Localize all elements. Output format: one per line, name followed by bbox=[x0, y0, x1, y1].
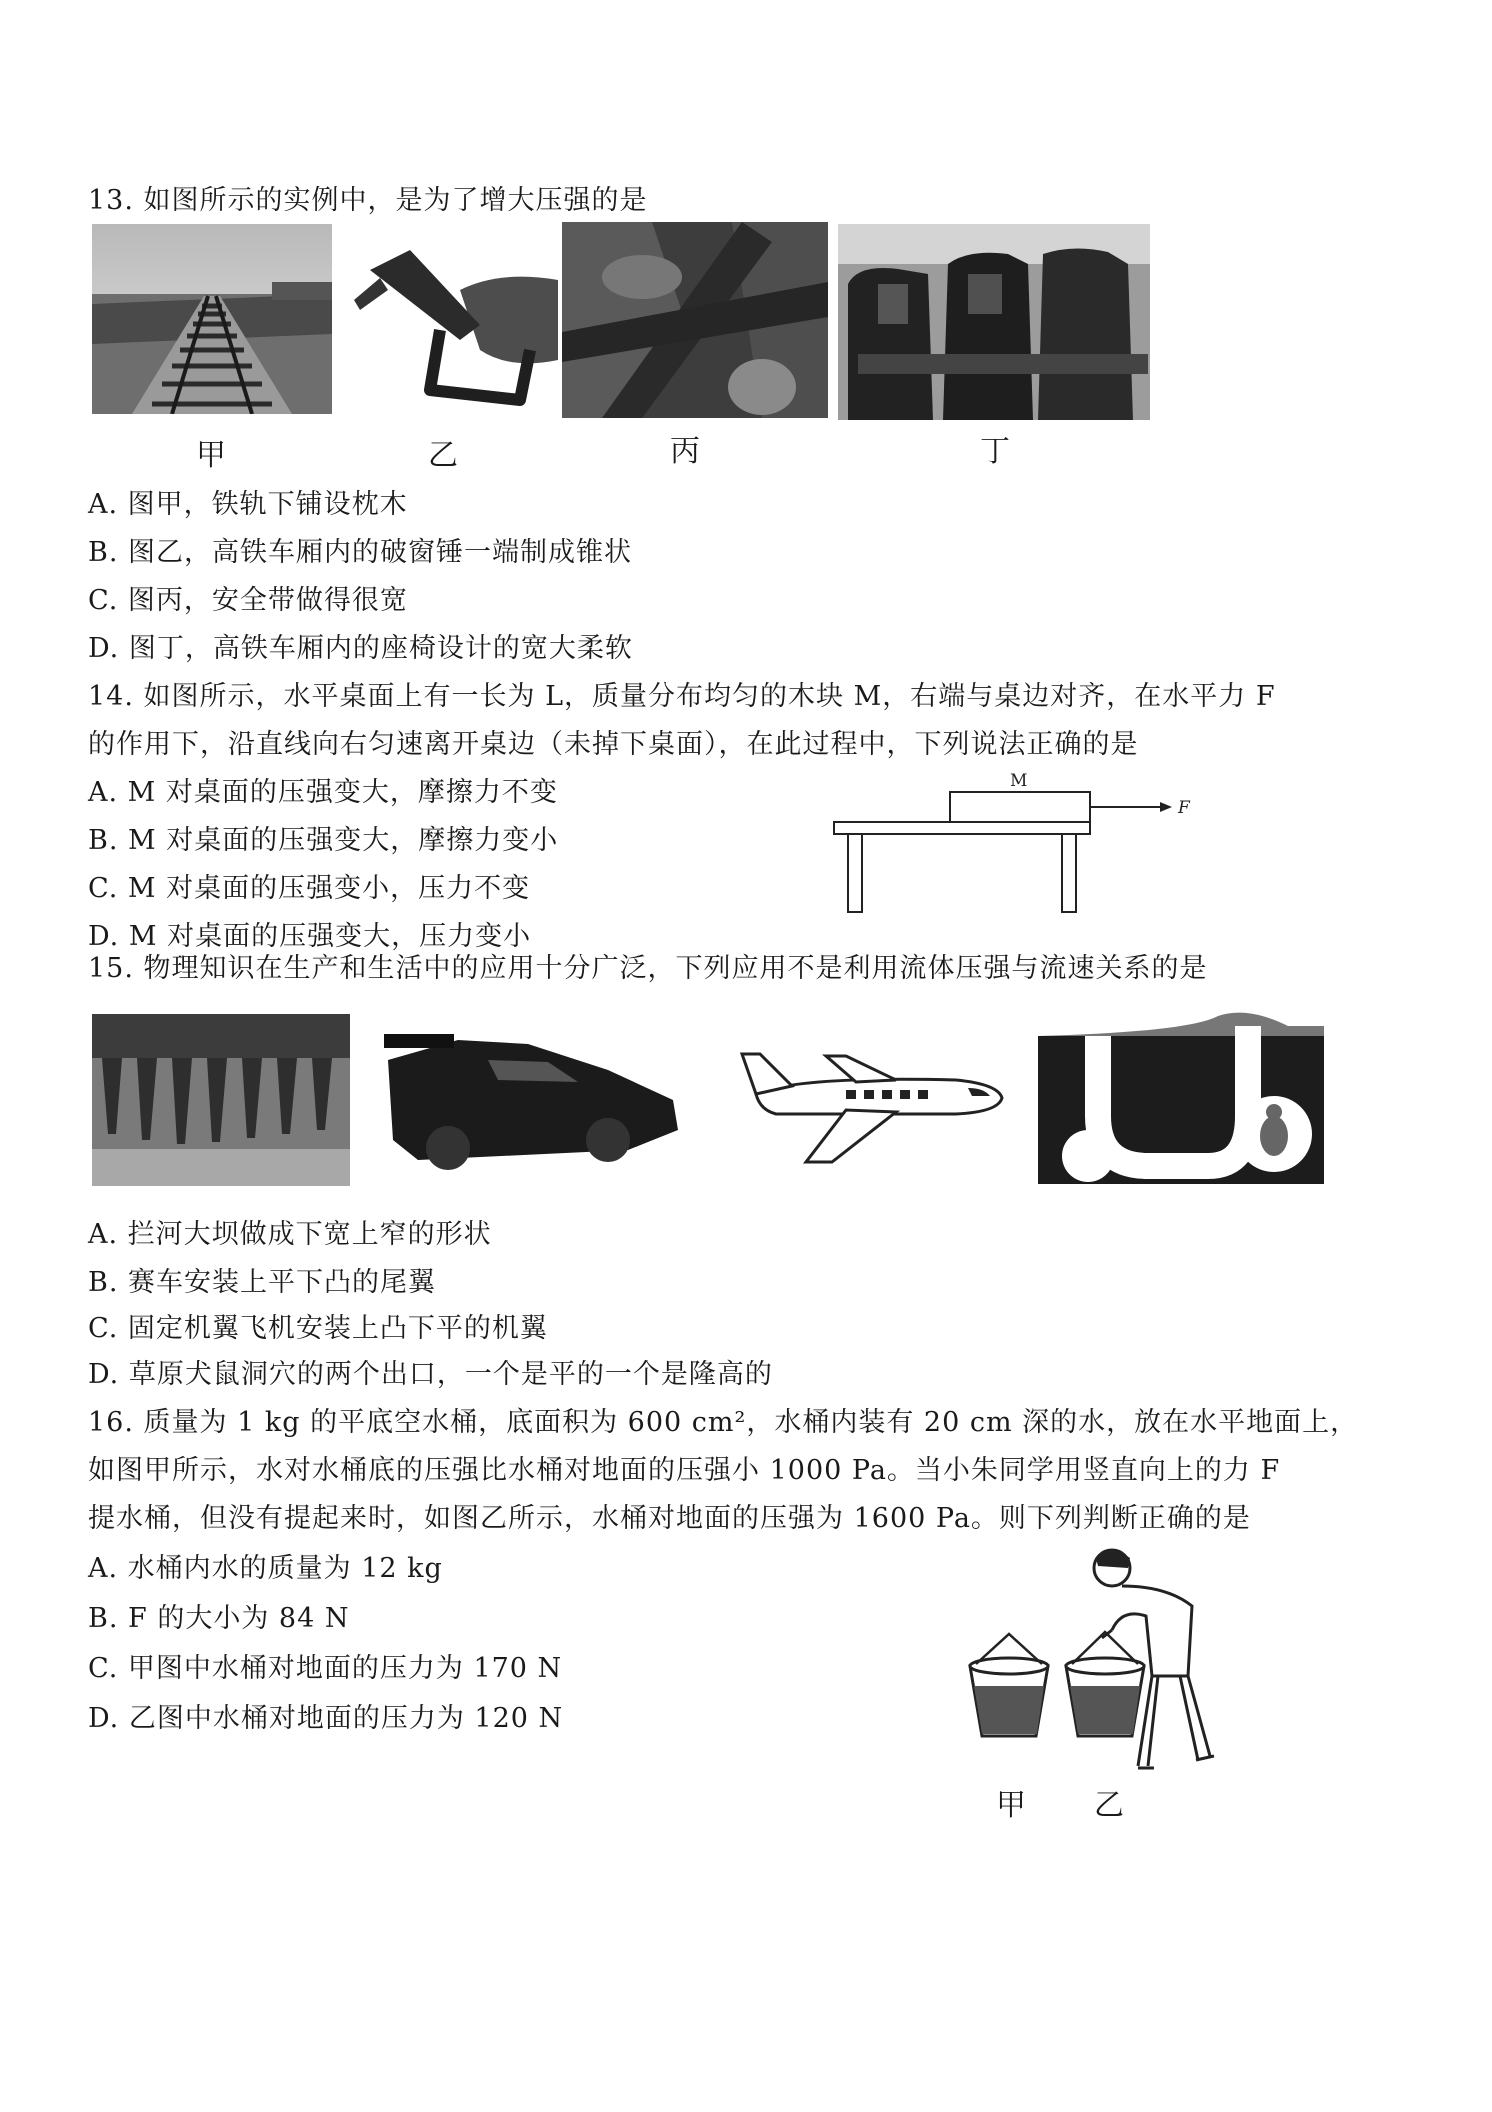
q13-option-d[interactable]: D. 图丁，高铁车厢内的座椅设计的宽大柔软 bbox=[88, 633, 633, 664]
seatbelt-photo bbox=[562, 222, 828, 418]
q16-option-c[interactable]: C. 甲图中水桶对地面的压力为 170 N bbox=[88, 1653, 563, 1684]
dam-photo bbox=[92, 1014, 350, 1186]
q14-option-d[interactable]: D. M 对桌面的压强变大，压力变小 bbox=[88, 921, 532, 952]
race-car-photo bbox=[378, 1020, 688, 1170]
q15-option-b[interactable]: B. 赛车安装上平下凸的尾翼 bbox=[88, 1267, 437, 1298]
table-leg-left bbox=[848, 834, 862, 912]
q14-option-a[interactable]: A. M 对桌面的压强变大，摩擦力不变 bbox=[88, 777, 558, 808]
table-block-diagram bbox=[830, 770, 1200, 920]
caption-jia-16: 甲 bbox=[996, 1788, 1026, 1823]
burrow-drawing bbox=[1038, 1006, 1324, 1184]
q16-stem-line2: 如图甲所示，水对水桶底的压强比水桶对地面的压强小 1000 Pa。当小朱同学用竖直向上的力 F bbox=[88, 1455, 1281, 1486]
q16-stem-line3: 提水桶，但没有提起来时，如图乙所示，水桶对地面的压强为 1600 Pa。则下列判断正确的是 bbox=[88, 1503, 1251, 1534]
bucket-yi-water bbox=[1070, 1686, 1140, 1734]
q13-option-c[interactable]: C. 图丙，安全带做得很宽 bbox=[88, 585, 408, 616]
block-label-m: M bbox=[1010, 771, 1028, 791]
q16-option-a[interactable]: A. 水桶内水的质量为 12 kg bbox=[88, 1553, 443, 1584]
q16-option-d[interactable]: D. 乙图中水桶对地面的压力为 120 N bbox=[88, 1703, 564, 1734]
tabletop bbox=[834, 822, 1090, 834]
q14-option-b[interactable]: B. M 对桌面的压强变大，摩擦力变小 bbox=[88, 825, 559, 856]
table-leg-right bbox=[1062, 834, 1076, 912]
train-seats-photo bbox=[838, 224, 1150, 420]
airplane-drawing bbox=[736, 1036, 1008, 1166]
q14-stem-line1: 14. 如图所示，水平桌面上有一长为 L，质量分布均匀的木块 M，右端与桌边对齐，在水平力 F bbox=[88, 681, 1276, 712]
q15-option-c[interactable]: C. 固定机翼飞机安装上凸下平的机翼 bbox=[88, 1313, 548, 1344]
caption-bing-13: 丙 bbox=[670, 434, 700, 469]
caption-ding-13: 丁 bbox=[980, 434, 1010, 469]
q13-option-a[interactable]: A. 图甲，铁轨下铺设枕木 bbox=[88, 489, 408, 520]
q14-option-c[interactable]: C. M 对桌面的压强变小，压力不变 bbox=[88, 873, 531, 904]
q15-option-d[interactable]: D. 草原犬鼠洞穴的两个出口，一个是平的一个是隆高的 bbox=[88, 1359, 773, 1390]
q16-option-b[interactable]: B. F 的大小为 84 N bbox=[88, 1603, 350, 1634]
force-arrowhead bbox=[1160, 802, 1172, 812]
q14-stem-line2: 的作用下，沿直线向右匀速离开桌边（未掉下桌面），在此过程中，下列说法正确的是 bbox=[88, 729, 1139, 760]
caption-yi-16: 乙 bbox=[1094, 1788, 1124, 1823]
railway-photo bbox=[92, 224, 332, 414]
q15-option-a[interactable]: A. 拦河大坝做成下宽上窄的形状 bbox=[88, 1219, 492, 1250]
bucket-person-figure bbox=[962, 1546, 1232, 1776]
q16-stem-line1: 16. 质量为 1 kg 的平底空水桶，底面积为 600 cm²，水桶内装有 20 cm 深的水，放在水平地面上， bbox=[88, 1407, 1359, 1438]
q15-stem: 15. 物理知识在生产和生活中的应用十分广泛，下列应用不是利用流体压强与流速关系的是 bbox=[88, 953, 1208, 984]
force-label-f: F bbox=[1178, 798, 1190, 818]
bucket-jia-water bbox=[974, 1686, 1044, 1734]
q13-option-b[interactable]: B. 图乙，高铁车厢内的破窗锤一端制成锥状 bbox=[88, 537, 633, 568]
caption-yi-13: 乙 bbox=[428, 438, 458, 473]
wooden-block-m bbox=[950, 792, 1090, 822]
q13-stem: 13. 如图所示的实例中，是为了增大压强的是 bbox=[88, 185, 648, 216]
hammer-photo bbox=[340, 230, 558, 410]
caption-jia-13: 甲 bbox=[196, 438, 226, 473]
